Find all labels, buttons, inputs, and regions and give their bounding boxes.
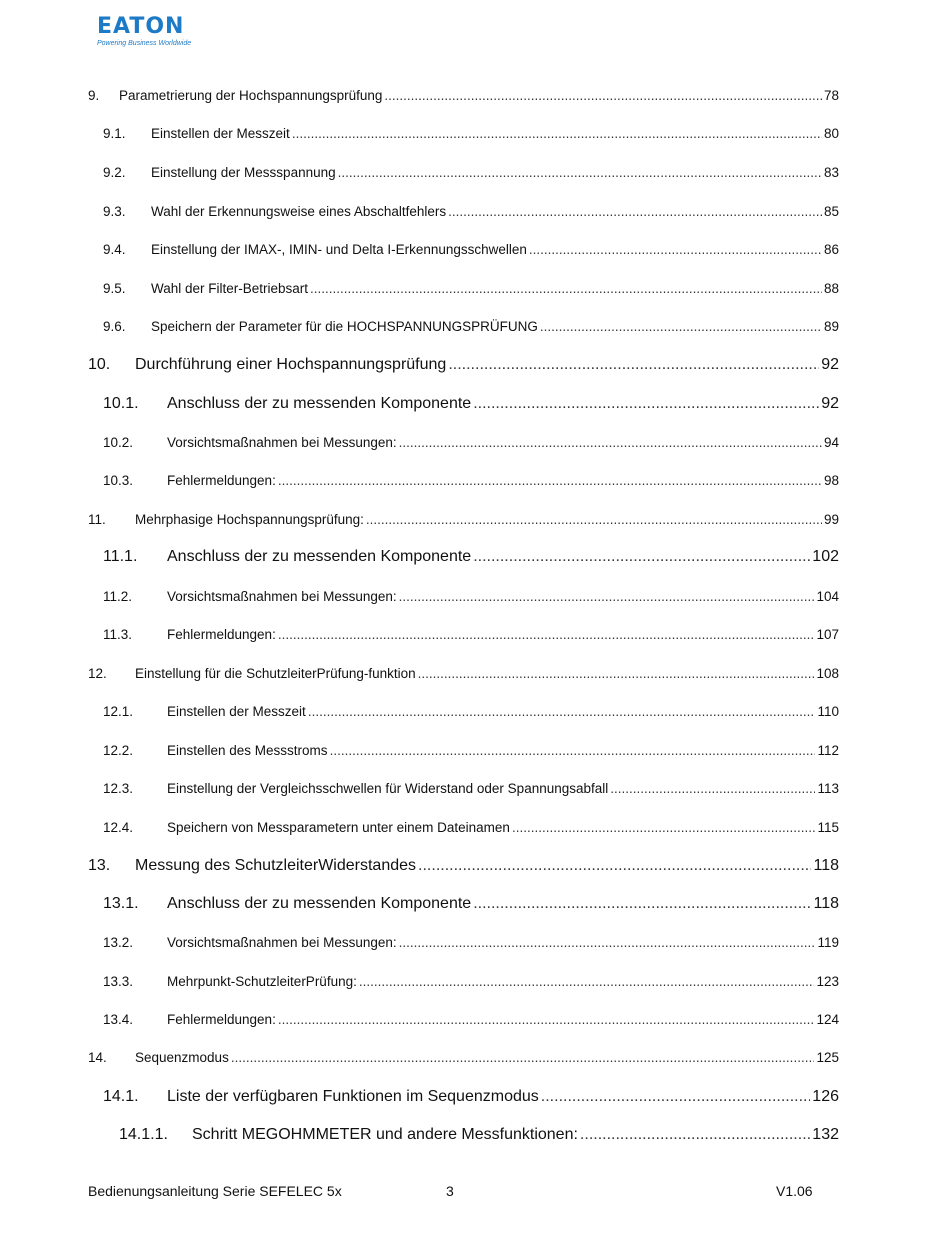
toc-entry-title: Vorsichtsmaßnahmen bei Messungen: — [167, 435, 397, 450]
toc-entry-page: 86 — [823, 242, 839, 257]
dot-leader — [448, 356, 819, 374]
toc-entry[interactable] — [0, 1050, 950, 1072]
toc-entry-title: Einstellen des Messstroms — [167, 743, 328, 758]
dot-leader — [473, 548, 810, 566]
dot-leader — [330, 743, 816, 758]
toc-entry-number: 12.2. — [103, 743, 134, 758]
toc-entry-page: 110 — [817, 704, 839, 719]
toc-entry-number: 12.3. — [103, 781, 134, 796]
toc-entry-number: 9.6. — [103, 319, 126, 334]
toc-entry-number: 9.4. — [103, 242, 126, 257]
toc-entry-title: Anschluss der zu messenden Komponente — [167, 548, 472, 565]
toc-entry-page: 107 — [816, 627, 839, 642]
eaton-logo — [97, 16, 197, 47]
toc-entry-title: Fehlermeldungen: — [167, 627, 276, 642]
toc-entry-number: 9.1. — [103, 126, 126, 141]
toc-entry[interactable] — [0, 974, 950, 996]
toc-entry-title: Einstellung der Messspannung — [151, 165, 336, 180]
toc-entry[interactable] — [0, 548, 950, 570]
toc-entry[interactable] — [0, 356, 950, 378]
dot-leader — [418, 666, 815, 681]
dot-leader — [278, 627, 815, 642]
toc-entry-page: 92 — [821, 395, 839, 412]
dot-leader — [384, 88, 822, 103]
dot-leader — [366, 512, 822, 527]
dot-leader — [399, 589, 815, 604]
toc-entry-title: Fehlermeldungen: — [167, 1012, 276, 1027]
toc-entry-title: Einstellung für die SchutzleiterPrüfung-funktion — [135, 666, 416, 681]
dot-leader — [473, 395, 819, 413]
dot-leader — [580, 1126, 810, 1144]
toc-entry[interactable] — [0, 435, 950, 457]
toc-entry-number: 11.1. — [103, 548, 138, 565]
toc-entry-page: 104 — [816, 589, 839, 604]
toc-entry-page: 85 — [823, 204, 839, 219]
toc-entry-page: 80 — [823, 126, 839, 141]
toc-entry[interactable] — [0, 242, 950, 264]
toc-entry-number: 11.3. — [103, 627, 133, 642]
toc-entry-page: 102 — [812, 548, 839, 565]
dot-leader — [338, 165, 822, 180]
toc-entry-number: 14.1. — [103, 1088, 139, 1105]
logo-tagline: Powering Business Worldwide — [97, 40, 192, 47]
toc-entry-title: Anschluss der zu messenden Komponente — [167, 895, 472, 912]
dot-leader — [292, 126, 822, 141]
toc-entry-page: 118 — [813, 857, 839, 874]
toc-entry-number: 11. — [88, 512, 106, 527]
toc-entry-number: 9.2. — [103, 165, 126, 180]
toc-entry[interactable] — [0, 126, 950, 148]
toc-entry-page: 124 — [816, 1012, 839, 1027]
toc-entry-page: 83 — [823, 165, 839, 180]
dot-leader — [310, 281, 822, 296]
toc-entry-number: 10.1. — [103, 395, 139, 412]
toc-entry-page: 98 — [823, 473, 839, 488]
toc-entry-title: Speichern von Messparametern unter einem Dateinamen — [167, 820, 510, 835]
toc-entry-title: Einstellen der Messzeit — [151, 126, 290, 141]
toc-entry-number: 13.3. — [103, 974, 134, 989]
toc-entry-number: 13.2. — [103, 935, 134, 950]
toc-entry-page: 126 — [812, 1088, 839, 1105]
toc-entry-page: 125 — [816, 1050, 839, 1065]
logo-wordmark: EATON — [97, 14, 185, 39]
toc-entry-page: 112 — [817, 743, 839, 758]
toc-entry-number: 13. — [88, 857, 111, 874]
toc-entry-number: 9.3. — [103, 204, 126, 219]
toc-entry-number: 10. — [88, 356, 111, 373]
toc-entry[interactable] — [0, 743, 950, 765]
toc-entry[interactable] — [0, 666, 950, 688]
dot-leader — [540, 319, 822, 334]
toc-entry-page: 89 — [823, 319, 839, 334]
dot-leader — [541, 1088, 811, 1106]
toc-entry[interactable] — [0, 935, 950, 957]
dot-leader — [610, 781, 815, 796]
dot-leader — [278, 473, 822, 488]
dot-leader — [399, 935, 816, 950]
toc-entry[interactable] — [0, 627, 950, 649]
toc-entry-page: 108 — [816, 666, 839, 681]
toc-entry[interactable] — [0, 781, 950, 803]
toc-entry-number: 10.2. — [103, 435, 134, 450]
toc-entry[interactable] — [0, 319, 950, 341]
toc-entry-number: 9. — [88, 88, 100, 103]
dot-leader — [512, 820, 816, 835]
toc-entry[interactable] — [0, 1088, 950, 1110]
toc-entry-page: 132 — [812, 1126, 839, 1143]
toc-entry-title: Einstellen der Messzeit — [167, 704, 306, 719]
toc-entry-number: 11.2. — [103, 589, 133, 604]
dot-leader — [231, 1050, 815, 1065]
toc-entry-title: Vorsichtsmaßnahmen bei Messungen: — [167, 935, 397, 950]
toc-entry[interactable] — [0, 704, 950, 726]
toc-entry-title: Speichern der Parameter für die HOCHSPANNUNGSPRÜFUNG — [151, 319, 538, 334]
toc-entry-title: Einstellung der Vergleichsschwellen für Widerstand oder Spannungsabfall — [167, 781, 609, 796]
toc-entry-page: 94 — [823, 435, 839, 450]
toc-entry[interactable] — [0, 895, 950, 917]
toc-entry[interactable] — [0, 204, 950, 226]
dot-leader — [278, 1012, 815, 1027]
toc-entry[interactable] — [0, 473, 950, 495]
toc-entry-title: Wahl der Filter-Betriebsart — [151, 281, 309, 296]
toc-entry[interactable] — [0, 1012, 950, 1034]
toc-entry-title: Einstellung der IMAX-, IMIN- und Delta I-Erkennungsschwellen — [151, 242, 527, 257]
toc-entry-title: Vorsichtsmaßnahmen bei Messungen: — [167, 589, 397, 604]
toc-entry-page: 115 — [817, 820, 839, 835]
toc-entry-page: 119 — [817, 935, 839, 950]
toc-entry-title: Messung des SchutzleiterWiderstandes — [135, 857, 417, 874]
toc-entry-number: 14. — [88, 1050, 107, 1065]
toc-entry-page: 118 — [813, 895, 839, 912]
dot-leader — [308, 704, 816, 719]
toc-entry-title: Schritt MEGOHMMETER und andere Messfunktionen: — [192, 1126, 578, 1143]
toc-entry-page: 123 — [816, 974, 839, 989]
toc-entry[interactable] — [0, 395, 950, 417]
toc-entry-number: 12.1. — [103, 704, 134, 719]
toc-entry-page: 92 — [821, 356, 839, 373]
toc-entry-page: 99 — [823, 512, 839, 527]
toc-entry-page: 88 — [823, 281, 839, 296]
toc-entry-number: 10.3. — [103, 473, 134, 488]
toc-entry-title: Mehrphasige Hochspannungsprüfung: — [135, 512, 364, 527]
toc-entry-number: 13.1. — [103, 895, 139, 912]
dot-leader — [448, 204, 822, 219]
footer-version: V1.06 — [776, 1183, 813, 1199]
toc-entry-title: Sequenzmodus — [135, 1050, 229, 1065]
toc-entry-page: 78 — [823, 88, 839, 103]
toc-entry-title: Liste der verfügbaren Funktionen im Sequenzmodus — [167, 1088, 539, 1105]
toc-entry-number: 13.4. — [103, 1012, 134, 1027]
dot-leader — [418, 857, 811, 875]
toc-entry[interactable] — [0, 1126, 950, 1148]
dot-leader — [399, 435, 822, 450]
dot-leader — [529, 242, 822, 257]
toc-entry[interactable] — [0, 820, 950, 842]
toc-entry[interactable] — [0, 88, 950, 110]
footer-document-title: Bedienungsanleitung Serie SEFELEC 5x — [88, 1183, 342, 1199]
dot-leader — [359, 974, 815, 989]
toc-entry-title: Parametrierung der Hochspannungsprüfung — [119, 88, 383, 103]
toc-entry-number: 9.5. — [103, 281, 126, 296]
toc-entry[interactable] — [0, 165, 950, 187]
toc-entry[interactable] — [0, 512, 950, 534]
toc-entry-page: 113 — [817, 781, 839, 796]
toc-entry-number: 12.4. — [103, 820, 134, 835]
dot-leader — [473, 895, 811, 913]
toc-entry-number: 14.1.1. — [119, 1126, 168, 1143]
toc-entry[interactable] — [0, 281, 950, 303]
toc-entry-title: Durchführung einer Hochspannungsprüfung — [135, 356, 447, 373]
toc-entry-number: 12. — [88, 666, 107, 681]
toc-entry-title: Mehrpunkt-SchutzleiterPrüfung: — [167, 974, 357, 989]
footer-page-number: 3 — [446, 1183, 454, 1199]
toc-entry-title: Fehlermeldungen: — [167, 473, 276, 488]
toc-entry[interactable] — [0, 589, 950, 611]
toc-entry[interactable] — [0, 857, 950, 879]
toc-entry-title: Wahl der Erkennungsweise eines Abschaltfehlers — [151, 204, 447, 219]
toc-entry-title: Anschluss der zu messenden Komponente — [167, 395, 472, 412]
